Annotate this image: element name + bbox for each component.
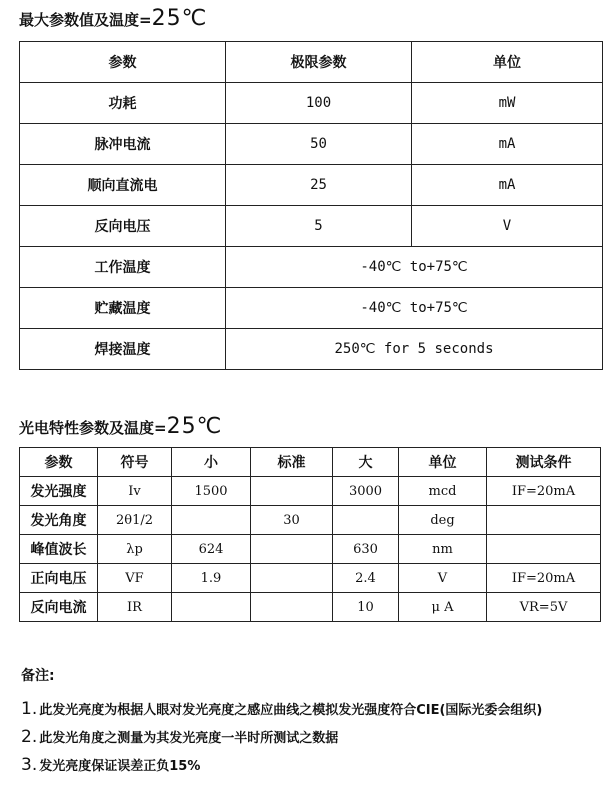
header-cell: 大 [333, 448, 399, 477]
param-cell: 峰值波长 [20, 535, 98, 564]
header-cell: 单位 [399, 448, 487, 477]
note-item [21, 755, 542, 775]
condition-cell [487, 506, 601, 535]
min-cell: 1.9 [172, 564, 251, 593]
typ-cell [251, 564, 333, 593]
param-cell: 正向电压 [20, 564, 98, 593]
typ-cell [251, 535, 333, 564]
unit-cell: V [412, 206, 603, 247]
max-params-title-text: 最大参数值及温度= [19, 11, 152, 29]
param-cell: 功耗 [20, 83, 226, 124]
header-cell: 小 [172, 448, 251, 477]
symbol-cell: Iv [98, 477, 172, 506]
max-params-table [19, 41, 603, 370]
table-row [20, 564, 601, 593]
header-cell: 单位 [412, 42, 603, 83]
param-cell: 发光强度 [20, 477, 98, 506]
max-cell: 630 [333, 535, 399, 564]
note-text: 此发光亮度为根据人眼对发光亮度之感应曲线之模拟发光强度符合CIE(国际光委会组织) [39, 703, 543, 718]
param-cell: 反向电压 [20, 206, 226, 247]
max-cell: 10 [333, 593, 399, 622]
table-row [20, 506, 601, 535]
symbol-cell: λp [98, 535, 172, 564]
min-cell [172, 506, 251, 535]
note-text: 此发光角度之测量为其发光亮度一半时所测试之数据 [39, 731, 339, 746]
table-row [20, 593, 601, 622]
unit-cell: nm [399, 535, 487, 564]
header-cell: 极限参数 [226, 42, 412, 83]
table-row [20, 124, 603, 165]
max-cell [333, 506, 399, 535]
note-number: 2. [21, 727, 38, 747]
table-row [20, 288, 603, 329]
note-item [21, 727, 542, 747]
max-cell: 3000 [333, 477, 399, 506]
condition-cell: IF=20mA [487, 564, 601, 593]
optical-params-title [19, 414, 222, 439]
param-cell: 脉冲电流 [20, 124, 226, 165]
param-cell: 工作温度 [20, 247, 226, 288]
unit-cell: mW [412, 83, 603, 124]
unit-cell: deg [399, 506, 487, 535]
value-cell: 5 [226, 206, 412, 247]
header-cell: 测试条件 [487, 448, 601, 477]
min-cell: 1500 [172, 477, 251, 506]
table-header-row [20, 448, 601, 477]
unit-cell: mA [412, 165, 603, 206]
header-cell: 标准 [251, 448, 333, 477]
min-cell [172, 593, 251, 622]
unit-cell: V [399, 564, 487, 593]
note-number: 3. [21, 755, 38, 775]
max-params-temp: 25℃ [151, 6, 208, 31]
unit-cell: μ A [399, 593, 487, 622]
table-row [20, 477, 601, 506]
notes-heading: 备注: [21, 668, 55, 684]
value-cell: -40℃ to+75℃ [226, 288, 603, 329]
param-cell: 焊接温度 [20, 329, 226, 370]
optical-params-title-text: 光电特性参数及温度= [19, 419, 167, 437]
table-row [20, 165, 603, 206]
table-row [20, 329, 603, 370]
value-cell: -40℃ to+75℃ [226, 247, 603, 288]
symbol-cell: 2θ1/2 [98, 506, 172, 535]
typ-cell: 30 [251, 506, 333, 535]
optical-params-table [19, 447, 601, 622]
note-text: 发光亮度保证误差正负15% [39, 759, 201, 774]
value-cell: 50 [226, 124, 412, 165]
typ-cell [251, 593, 333, 622]
table-header-row [20, 42, 603, 83]
param-cell: 贮藏温度 [20, 288, 226, 329]
table-row [20, 247, 603, 288]
param-cell: 发光角度 [20, 506, 98, 535]
header-cell: 参数 [20, 448, 98, 477]
value-cell: 25 [226, 165, 412, 206]
optical-params-temp: 25℃ [166, 414, 223, 439]
param-cell: 反向电流 [20, 593, 98, 622]
condition-cell [487, 535, 601, 564]
max-params-title [19, 6, 207, 31]
table-row [20, 83, 603, 124]
table-row [20, 206, 603, 247]
param-cell: 顺向直流电 [20, 165, 226, 206]
value-cell: 100 [226, 83, 412, 124]
table-row [20, 535, 601, 564]
typ-cell [251, 477, 333, 506]
min-cell: 624 [172, 535, 251, 564]
condition-cell: IF=20mA [487, 477, 601, 506]
symbol-cell: IR [98, 593, 172, 622]
notes-section [21, 665, 542, 783]
note-number: 1. [21, 699, 38, 719]
symbol-cell: VF [98, 564, 172, 593]
unit-cell: mcd [399, 477, 487, 506]
max-cell: 2.4 [333, 564, 399, 593]
header-cell: 符号 [98, 448, 172, 477]
value-cell: 250℃ for 5 seconds [226, 329, 603, 370]
note-item [21, 699, 542, 719]
unit-cell: mA [412, 124, 603, 165]
condition-cell: VR=5V [487, 593, 601, 622]
header-cell: 参数 [20, 42, 226, 83]
